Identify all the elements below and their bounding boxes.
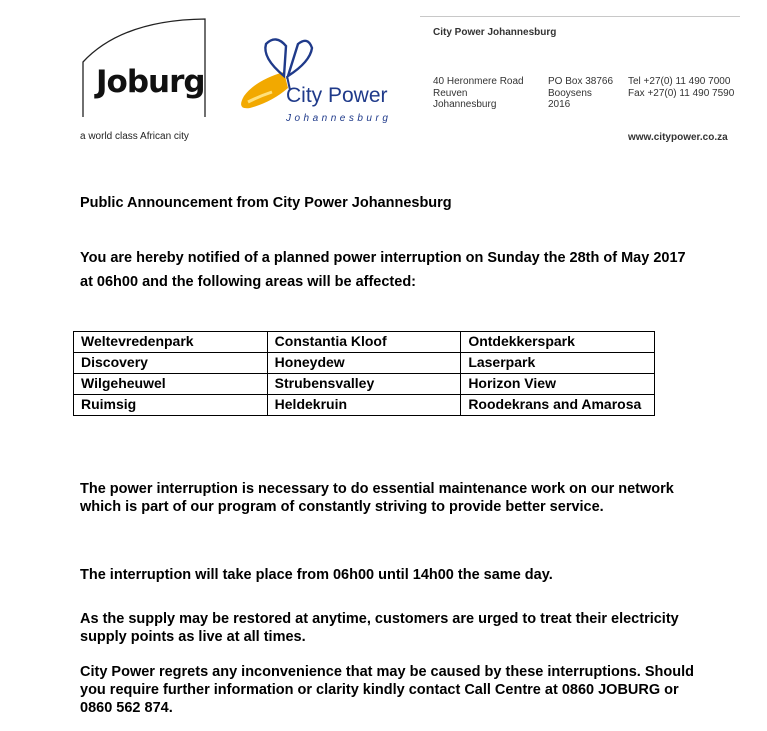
area-cell: Heldekruin xyxy=(267,395,461,416)
area-cell: Ruimsig xyxy=(74,395,268,416)
area-cell: Laserpark xyxy=(461,353,655,374)
area-cell: Roodekrans and Amarosa xyxy=(461,395,655,416)
po-line: 2016 xyxy=(548,99,571,110)
address-line: Johannesburg xyxy=(433,99,497,110)
address-line: 40 Heronmere Road xyxy=(433,76,524,87)
table-row xyxy=(74,332,655,353)
letterhead-divider xyxy=(420,16,740,17)
city-power-logo-subtext: Johannesburg xyxy=(286,113,392,124)
safety-warning: As the supply may be restored at anytime, customers are urged to treat their electricity supply points as live at all times. xyxy=(80,611,679,645)
maintenance-reason: The power interruption is necessary to do essential maintenance work on our network which is part of our program of constantly striving to provide better service. xyxy=(80,481,674,515)
area-cell: Wilgeheuwel xyxy=(74,374,268,395)
po-line: PO Box 38766 xyxy=(548,76,614,87)
table-row xyxy=(74,374,655,395)
interruption-notice: You are hereby notified of a planned power interruption on Sunday the 28th of May 2017 at 06h00 and the following areas will be affected: xyxy=(80,250,686,290)
announcement-heading: Public Announcement from City Power Johannesburg xyxy=(80,195,452,211)
telephone: Tel +27(0) 11 490 7000 xyxy=(628,76,731,87)
street-address xyxy=(433,76,524,111)
area-cell: Weltevredenpark xyxy=(74,332,268,353)
area-cell: Ontdekkerspark xyxy=(461,332,655,353)
area-cell: Horizon View xyxy=(461,374,655,395)
area-cell: Constantia Kloof xyxy=(267,332,461,353)
contact-information: City Power regrets any inconvenience that may be caused by these interruptions. Should you require further information or clarity kindly contact Call Centre at 0860 JOBURG or 0860 562 874. xyxy=(80,664,694,716)
contact-numbers xyxy=(628,76,734,99)
area-cell: Honeydew xyxy=(267,353,461,374)
affected-areas-table xyxy=(73,331,655,416)
po-line: Booysens xyxy=(548,87,592,99)
table-row xyxy=(74,395,655,416)
company-name: City Power Johannesburg xyxy=(433,27,557,38)
joburg-logo-text: Joburg xyxy=(96,64,205,100)
fax: Fax +27(0) 11 490 7590 xyxy=(628,87,735,99)
website-link[interactable]: www.citypower.co.za xyxy=(628,132,728,143)
area-cell: Discovery xyxy=(74,353,268,374)
postal-address xyxy=(548,76,613,111)
address-line: Reuven xyxy=(433,87,468,99)
table-row xyxy=(74,353,655,374)
area-cell: Strubensvalley xyxy=(267,374,461,395)
city-power-logo-text: City Power xyxy=(286,84,388,107)
joburg-tagline: a world class African city xyxy=(80,131,189,142)
interruption-timing: The interruption will take place from 06h00 until 14h00 the same day. xyxy=(80,567,553,583)
